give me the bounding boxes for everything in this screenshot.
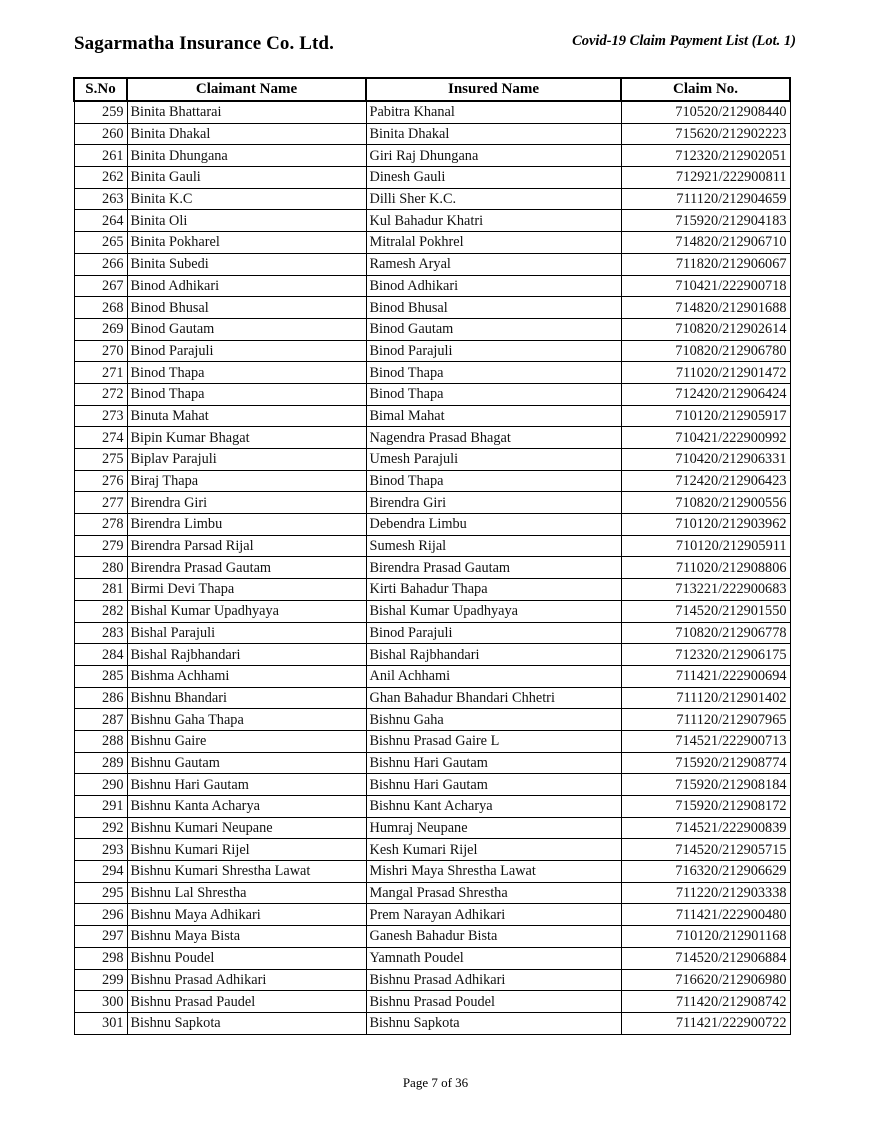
insured-name: Binod Parajuli xyxy=(366,340,621,362)
claimant-name: Birendra Limbu xyxy=(127,514,366,536)
table-body xyxy=(74,101,790,1034)
insured-name: Binod Gautam xyxy=(366,318,621,340)
document-title: Covid-19 Claim Payment List (Lot. 1) xyxy=(572,33,796,49)
claimant-name: Binita K.C xyxy=(127,188,366,210)
insured-name: Giri Raj Dhungana xyxy=(366,145,621,167)
claimant-name: Binita Oli xyxy=(127,210,366,232)
insured-name: Binita Dhakal xyxy=(366,123,621,145)
insured-name: Bishnu Prasad Adhikari xyxy=(366,969,621,991)
serial-number: 284 xyxy=(74,644,127,666)
table-row xyxy=(74,969,790,991)
claim-number: 710120/212905917 xyxy=(621,405,790,427)
claimant-name: Binita Bhattarai xyxy=(127,101,366,123)
claim-number: 710820/212906778 xyxy=(621,622,790,644)
claim-number: 712320/212906175 xyxy=(621,644,790,666)
claim-number: 711120/212901402 xyxy=(621,687,790,709)
insured-name: Debendra Limbu xyxy=(366,514,621,536)
table-row xyxy=(74,123,790,145)
claim-number: 712420/212906423 xyxy=(621,470,790,492)
claim-number: 710820/212902614 xyxy=(621,318,790,340)
claimant-name: Binita Pokharel xyxy=(127,232,366,254)
table-row xyxy=(74,427,790,449)
serial-number: 268 xyxy=(74,297,127,319)
table-row xyxy=(74,926,790,948)
insured-name: Binod Adhikari xyxy=(366,275,621,297)
claimant-name: Bishnu Maya Adhikari xyxy=(127,904,366,926)
insured-name: Prem Narayan Adhikari xyxy=(366,904,621,926)
serial-number: 293 xyxy=(74,839,127,861)
claim-number: 711220/212903338 xyxy=(621,882,790,904)
serial-number: 259 xyxy=(74,101,127,123)
serial-number: 273 xyxy=(74,405,127,427)
claim-number: 711020/212901472 xyxy=(621,362,790,384)
table-row xyxy=(74,644,790,666)
claimant-name: Bishnu Hari Gautam xyxy=(127,774,366,796)
claimant-name: Bishnu Poudel xyxy=(127,947,366,969)
claim-number: 711020/212908806 xyxy=(621,557,790,579)
claim-number: 710820/212906780 xyxy=(621,340,790,362)
claim-number: 714521/222900713 xyxy=(621,730,790,752)
insured-name: Sumesh Rijal xyxy=(366,535,621,557)
insured-name: Bimal Mahat xyxy=(366,405,621,427)
claimant-name: Binod Parajuli xyxy=(127,340,366,362)
table-row xyxy=(74,449,790,471)
table-row xyxy=(74,904,790,926)
insured-name: Birendra Giri xyxy=(366,492,621,514)
table-row xyxy=(74,232,790,254)
claimant-name: Biraj Thapa xyxy=(127,470,366,492)
table-row xyxy=(74,622,790,644)
claimant-name: Bishnu Prasad Paudel xyxy=(127,991,366,1013)
serial-number: 263 xyxy=(74,188,127,210)
table-row xyxy=(74,600,790,622)
claimant-name: Bishnu Gaire xyxy=(127,730,366,752)
claim-number: 715920/212908172 xyxy=(621,796,790,818)
claimant-name: Binod Gautam xyxy=(127,318,366,340)
insured-name: Bishnu Prasad Gaire L xyxy=(366,730,621,752)
claimant-name: Bishnu Kumari Shrestha Lawat xyxy=(127,861,366,883)
insured-name: Binod Thapa xyxy=(366,362,621,384)
claim-number: 711421/222900722 xyxy=(621,1012,790,1034)
claim-number: 714521/222900839 xyxy=(621,817,790,839)
table-row xyxy=(74,145,790,167)
insured-name: Binod Bhusal xyxy=(366,297,621,319)
serial-number: 270 xyxy=(74,340,127,362)
insured-name: Bishnu Hari Gautam xyxy=(366,774,621,796)
claim-number: 710120/212905911 xyxy=(621,535,790,557)
claimant-name: Binuta Mahat xyxy=(127,405,366,427)
serial-number: 279 xyxy=(74,535,127,557)
claimant-name: Binod Thapa xyxy=(127,362,366,384)
claimant-name: Binod Adhikari xyxy=(127,275,366,297)
claim-number: 711120/212904659 xyxy=(621,188,790,210)
claim-number: 716320/212906629 xyxy=(621,861,790,883)
table-row xyxy=(74,318,790,340)
table-row xyxy=(74,470,790,492)
serial-number: 280 xyxy=(74,557,127,579)
claimant-name: Bishnu Prasad Adhikari xyxy=(127,969,366,991)
table-row xyxy=(74,297,790,319)
table-row xyxy=(74,796,790,818)
serial-number: 294 xyxy=(74,861,127,883)
table-row xyxy=(74,861,790,883)
claim-number: 710820/212900556 xyxy=(621,492,790,514)
claim-number: 714820/212901688 xyxy=(621,297,790,319)
claimant-name: Binod Thapa xyxy=(127,383,366,405)
serial-number: 262 xyxy=(74,167,127,189)
insured-name: Binod Thapa xyxy=(366,383,621,405)
table-row xyxy=(74,557,790,579)
insured-name: Mitralal Pokhrel xyxy=(366,232,621,254)
table-row xyxy=(74,210,790,232)
table-row xyxy=(74,275,790,297)
insured-name: Kesh Kumari Rijel xyxy=(366,839,621,861)
table-row xyxy=(74,882,790,904)
table-row xyxy=(74,492,790,514)
column-header-sno: S.No xyxy=(74,78,127,101)
insured-name: Binod Thapa xyxy=(366,470,621,492)
claim-number: 710421/222900718 xyxy=(621,275,790,297)
insured-name: Pabitra Khanal xyxy=(366,101,621,123)
table-header-row xyxy=(74,78,790,101)
claim-number: 710421/222900992 xyxy=(621,427,790,449)
insured-name: Umesh Parajuli xyxy=(366,449,621,471)
claimant-name: Birendra Prasad Gautam xyxy=(127,557,366,579)
serial-number: 287 xyxy=(74,709,127,731)
serial-number: 275 xyxy=(74,449,127,471)
insured-name: Nagendra Prasad Bhagat xyxy=(366,427,621,449)
insured-name: Bishnu Hari Gautam xyxy=(366,752,621,774)
page-number: Page 7 of 36 xyxy=(402,1075,469,1090)
table-row xyxy=(74,188,790,210)
table-row xyxy=(74,101,790,123)
claimant-name: Bishnu Kumari Rijel xyxy=(127,839,366,861)
serial-number: 260 xyxy=(74,123,127,145)
serial-number: 292 xyxy=(74,817,127,839)
insured-name: Mangal Prasad Shrestha xyxy=(366,882,621,904)
claimant-name: Bishal Rajbhandari xyxy=(127,644,366,666)
claim-number: 714520/212901550 xyxy=(621,600,790,622)
serial-number: 290 xyxy=(74,774,127,796)
insured-name: Bishnu Prasad Poudel xyxy=(366,991,621,1013)
table-row xyxy=(74,991,790,1013)
serial-number: 272 xyxy=(74,383,127,405)
claimant-name: Binita Subedi xyxy=(127,253,366,275)
claimant-name: Binita Dhakal xyxy=(127,123,366,145)
claimant-name: Birmi Devi Thapa xyxy=(127,579,366,601)
insured-name: Bishnu Sapkota xyxy=(366,1012,621,1034)
serial-number: 286 xyxy=(74,687,127,709)
column-header-claim-no: Claim No. xyxy=(621,78,790,101)
table-row xyxy=(74,579,790,601)
serial-number: 283 xyxy=(74,622,127,644)
serial-number: 289 xyxy=(74,752,127,774)
claimant-name: Bishma Achhami xyxy=(127,665,366,687)
insured-name: Mishri Maya Shrestha Lawat xyxy=(366,861,621,883)
claim-number: 714820/212906710 xyxy=(621,232,790,254)
serial-number: 266 xyxy=(74,253,127,275)
insured-name: Yamnath Poudel xyxy=(366,947,621,969)
serial-number: 282 xyxy=(74,600,127,622)
table-row xyxy=(74,253,790,275)
serial-number: 300 xyxy=(74,991,127,1013)
claim-number: 710120/212901168 xyxy=(621,926,790,948)
serial-number: 264 xyxy=(74,210,127,232)
claimant-name: Bishnu Kumari Neupane xyxy=(127,817,366,839)
insured-name: Bishnu Gaha xyxy=(366,709,621,731)
serial-number: 269 xyxy=(74,318,127,340)
column-header-insured-name: Insured Name xyxy=(366,78,621,101)
insured-name: Binod Parajuli xyxy=(366,622,621,644)
claim-number: 715920/212908774 xyxy=(621,752,790,774)
table-row xyxy=(74,665,790,687)
table-row xyxy=(74,817,790,839)
serial-number: 271 xyxy=(74,362,127,384)
insured-name: Dinesh Gauli xyxy=(366,167,621,189)
claimant-name: Bishnu Sapkota xyxy=(127,1012,366,1034)
claim-number: 710120/212903962 xyxy=(621,514,790,536)
table-row xyxy=(74,383,790,405)
insured-name: Ramesh Aryal xyxy=(366,253,621,275)
insured-name: Ganesh Bahadur Bista xyxy=(366,926,621,948)
claim-payment-table xyxy=(73,77,791,1035)
claimant-name: Bishal Parajuli xyxy=(127,622,366,644)
table-row xyxy=(74,839,790,861)
claim-number: 713221/222900683 xyxy=(621,579,790,601)
claimant-name: Bishal Kumar Upadhyaya xyxy=(127,600,366,622)
claim-number: 714520/212905715 xyxy=(621,839,790,861)
table-row xyxy=(74,947,790,969)
serial-number: 291 xyxy=(74,796,127,818)
insured-name: Birendra Prasad Gautam xyxy=(366,557,621,579)
claimant-name: Bishnu Gautam xyxy=(127,752,366,774)
table-row xyxy=(74,535,790,557)
claimant-name: Binita Gauli xyxy=(127,167,366,189)
claimant-name: Biplav Parajuli xyxy=(127,449,366,471)
table-row xyxy=(74,340,790,362)
serial-number: 278 xyxy=(74,514,127,536)
insured-name: Kirti Bahadur Thapa xyxy=(366,579,621,601)
claimant-name: Bishnu Bhandari xyxy=(127,687,366,709)
serial-number: 288 xyxy=(74,730,127,752)
claimant-name: Birendra Giri xyxy=(127,492,366,514)
claimant-name: Bipin Kumar Bhagat xyxy=(127,427,366,449)
table-row xyxy=(74,405,790,427)
claim-number: 715920/212904183 xyxy=(621,210,790,232)
serial-number: 296 xyxy=(74,904,127,926)
serial-number: 276 xyxy=(74,470,127,492)
claim-number: 711421/222900480 xyxy=(621,904,790,926)
claimant-name: Bishnu Lal Shrestha xyxy=(127,882,366,904)
serial-number: 298 xyxy=(74,947,127,969)
claim-number: 711820/212906067 xyxy=(621,253,790,275)
claim-number: 715920/212908184 xyxy=(621,774,790,796)
insured-name: Humraj Neupane xyxy=(366,817,621,839)
table-row xyxy=(74,752,790,774)
table-row xyxy=(74,362,790,384)
serial-number: 261 xyxy=(74,145,127,167)
serial-number: 297 xyxy=(74,926,127,948)
insured-name: Bishal Kumar Upadhyaya xyxy=(366,600,621,622)
claimant-name: Bishnu Maya Bista xyxy=(127,926,366,948)
insured-name: Anil Achhami xyxy=(366,665,621,687)
claimant-name: Bishnu Kanta Acharya xyxy=(127,796,366,818)
claim-number: 712420/212906424 xyxy=(621,383,790,405)
insured-name: Dilli Sher K.C. xyxy=(366,188,621,210)
claim-number: 711120/212907965 xyxy=(621,709,790,731)
claim-number: 712320/212902051 xyxy=(621,145,790,167)
serial-number: 277 xyxy=(74,492,127,514)
serial-number: 301 xyxy=(74,1012,127,1034)
claim-number: 714520/212906884 xyxy=(621,947,790,969)
table-row xyxy=(74,514,790,536)
table-row xyxy=(74,774,790,796)
insured-name: Ghan Bahadur Bhandari Chhetri xyxy=(366,687,621,709)
insured-name: Bishal Rajbhandari xyxy=(366,644,621,666)
claimant-name: Binita Dhungana xyxy=(127,145,366,167)
claimant-name: Binod Bhusal xyxy=(127,297,366,319)
claim-number: 712921/222900811 xyxy=(621,167,790,189)
claimant-name: Birendra Parsad Rijal xyxy=(127,535,366,557)
claim-number: 711421/222900694 xyxy=(621,665,790,687)
serial-number: 265 xyxy=(74,232,127,254)
serial-number: 295 xyxy=(74,882,127,904)
table-row xyxy=(74,167,790,189)
serial-number: 299 xyxy=(74,969,127,991)
table-row xyxy=(74,730,790,752)
table-row xyxy=(74,709,790,731)
serial-number: 285 xyxy=(74,665,127,687)
claimant-name: Bishnu Gaha Thapa xyxy=(127,709,366,731)
insured-name: Kul Bahadur Khatri xyxy=(366,210,621,232)
claim-number: 711420/212908742 xyxy=(621,991,790,1013)
serial-number: 281 xyxy=(74,579,127,601)
claim-number: 716620/212906980 xyxy=(621,969,790,991)
claim-number: 715620/212902223 xyxy=(621,123,790,145)
table-row xyxy=(74,1012,790,1034)
table-row xyxy=(74,687,790,709)
company-name: Sagarmatha Insurance Co. Ltd. xyxy=(74,33,334,54)
claim-number: 710520/212908440 xyxy=(621,101,790,123)
claim-number: 710420/212906331 xyxy=(621,449,790,471)
insured-name: Bishnu Kant Acharya xyxy=(366,796,621,818)
serial-number: 274 xyxy=(74,427,127,449)
column-header-claimant-name: Claimant Name xyxy=(127,78,366,101)
serial-number: 267 xyxy=(74,275,127,297)
